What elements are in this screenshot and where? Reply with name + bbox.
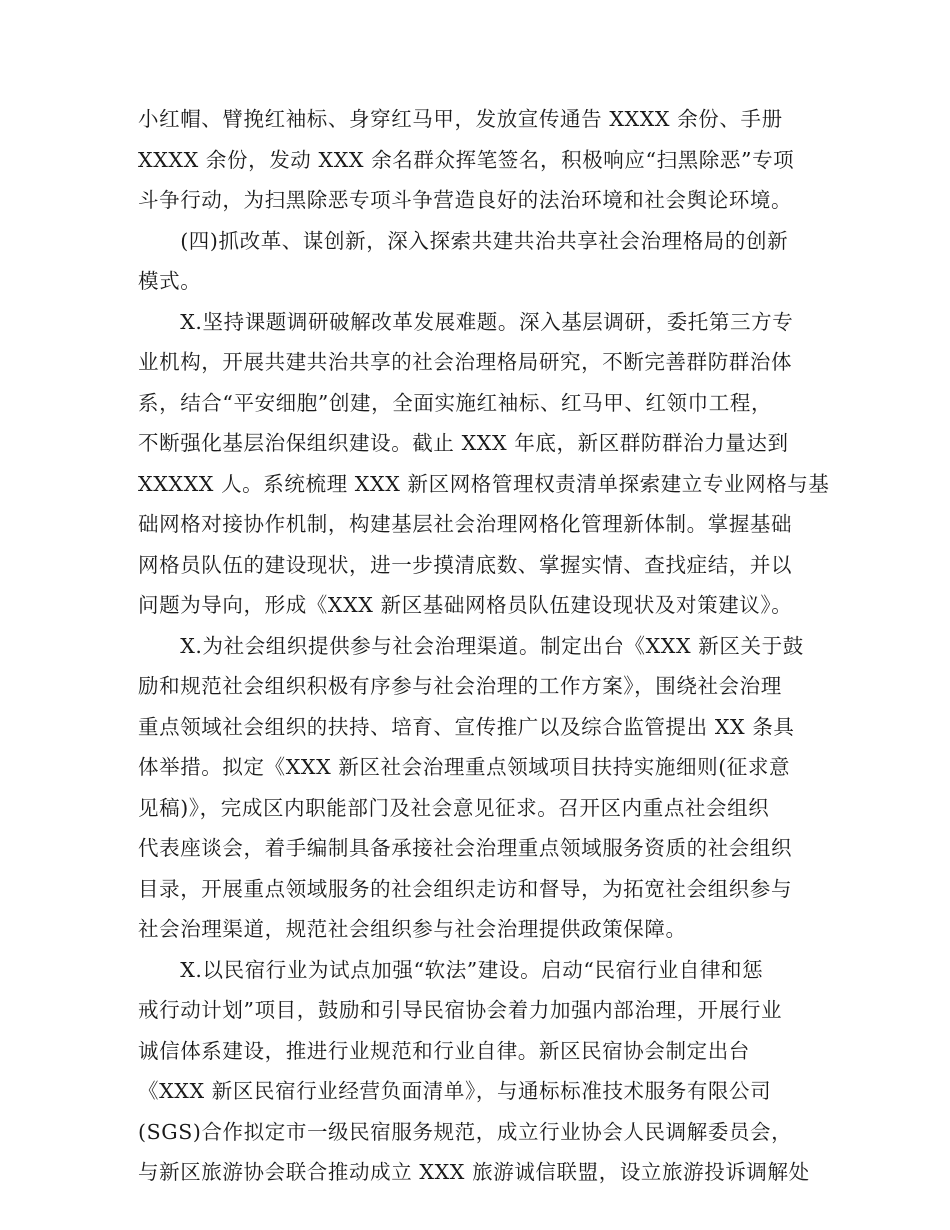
text-line: X.坚持课题调研破解改革发展难题。深入基层调研，委托第三方专 — [138, 309, 794, 334]
text-line: 代表座谈会，着手编制具备承接社会治理重点领域服务资质的社会组织 — [138, 836, 793, 860]
text-line: 诚信体系建设，推进行业规范和行业自律。新区民宿协会制定出台 — [138, 1038, 750, 1063]
text-line: 问题为导向，形成《XXX 新区基础网格员队伍建设现状及对策建议》。 — [138, 593, 793, 617]
text-line: 斗争行动，为扫黑除恶专项斗争营造良好的法治环境和社会舆论环境。 — [138, 188, 793, 212]
text-line: 重点领域社会组织的扶持、培育、宣传推广以及综合监管提出 XX 条具 — [138, 714, 795, 739]
text-line: 不断强化基层治保组织建设。截止 XXX 年底，新区群防群治力量达到 — [138, 431, 789, 455]
text-line: 《XXX 新区民宿行业经营负面清单》，与通标标准技术服务有限公司 — [138, 1079, 772, 1103]
text-line: 系，结合“平安细胞”创建，全面实施红袖标、红马甲、红领巾工程， — [138, 390, 773, 415]
text-line: 网格员队伍的建设现状，进一步摸清底数、掌握实情、查找症结，并以 — [138, 552, 793, 577]
section-heading-line: (四)抓改革、谋创新，深入探索共建共治共享社会治理格局的创新 — [138, 228, 789, 253]
text-line: X.为社会组织提供参与社会治理渠道。制定出台《XXX 新区关于鼓 — [138, 633, 804, 658]
text-line: (SGS)合作拟定市一级民宿服务规范，成立行业协会人民调解委员会， — [138, 1119, 793, 1144]
section-heading-line: 模式。 — [138, 269, 202, 293]
text-line: XXXXX 人。系统梳理 XXX 新区网格管理权责清单探索建立专业网格与基 — [138, 471, 830, 496]
text-line: 社会治理渠道，规范社会组织参与社会治理提供政策保障。 — [138, 917, 687, 941]
text-line: 小红帽、臂挽红袖标、身穿红马甲，发放宣传通告 XXXX 余份、手册 — [138, 107, 783, 131]
text-line: 见稿)》，完成区内职能部门及社会意见征求。召开区内重点社会组织 — [138, 795, 770, 820]
document-body — [138, 99, 830, 1193]
text-line: 体举措。拟定《XXX 新区社会治理重点领域项目扶持实施细则(征求意 — [138, 755, 791, 779]
text-line: 础网格对接协作机制，构建基层社会治理网格化管理新体制。掌握基础 — [138, 512, 793, 536]
text-line: XXXX 余份，发动 XXX 余名群众挥笔签名，积极响应“扫黑除恶”专项 — [138, 147, 795, 172]
text-line: 业机构，开展共建共治共享的社会治理格局研究，不断完善群防群治体 — [138, 350, 793, 374]
text-line: 目录，开展重点领域服务的社会组织走访和督导，为拓宽社会组织参与 — [138, 876, 793, 901]
text-line: 励和规范社会组织积极有序参与社会治理的工作方案》，围绕社会治理 — [138, 674, 782, 698]
text-line: 与新区旅游协会联合推动成立 XXX 旅游诚信联盟，设立旅游投诉调解处 — [138, 1160, 810, 1184]
text-line: 戒行动计划”项目，鼓励和引导民宿协会着力加强内部治理，开展行业 — [138, 998, 783, 1022]
text-line: X.以民宿行业为试点加强“软法”建设。启动“民宿行业自律和惩 — [138, 957, 764, 982]
